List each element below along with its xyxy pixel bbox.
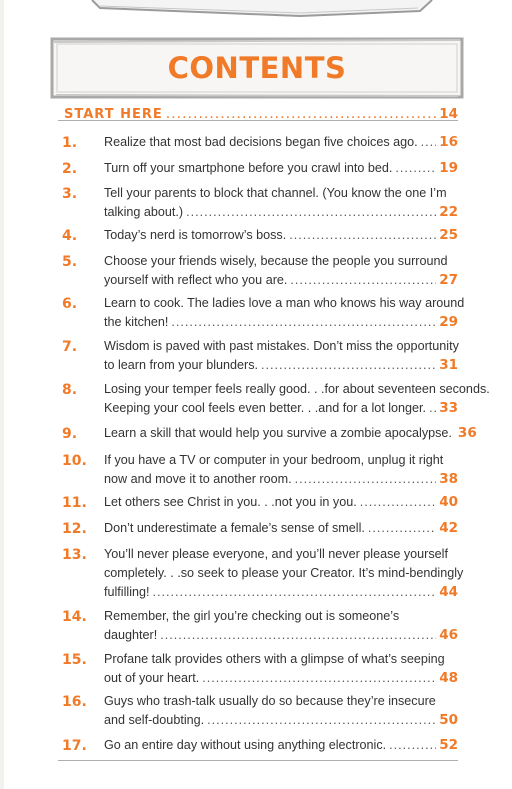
entry-line-text: Learn a skill that would help you survive a zombie apocalypse. — [104, 426, 452, 440]
entry-text — [104, 607, 458, 645]
entry-text — [104, 226, 458, 245]
entry-line-text: Losing your temper feels really good. . .for about seventeen seconds. — [104, 382, 490, 396]
entry-line — [104, 399, 458, 418]
leader-dots — [395, 159, 436, 178]
leader-dots — [160, 626, 436, 645]
entry-line-text: Choose your friends wisely, because the people you surround — [104, 254, 448, 268]
page-number: 22 — [439, 204, 458, 220]
entry-line — [104, 711, 458, 730]
leader-dots — [171, 313, 436, 332]
entry-number: 8. — [62, 382, 78, 398]
leader-dots — [368, 519, 436, 538]
entry-text — [104, 252, 458, 290]
page-number: 48 — [439, 670, 458, 686]
entry-line-text: Don’t underestimate a female’s sense of smell. — [104, 521, 365, 535]
page-number: 16 — [439, 134, 458, 150]
entry-line — [104, 519, 458, 538]
page-number: 52 — [439, 737, 458, 753]
entry-line — [104, 493, 458, 512]
entry-line — [104, 736, 458, 755]
entry-number: 7. — [62, 339, 78, 355]
entry-line-text: Realize that most bad decisions began five choices ago. — [104, 135, 418, 149]
page-number: 46 — [439, 627, 458, 643]
entry-text — [104, 451, 458, 489]
entry-number: 3. — [62, 186, 78, 202]
leader-dots — [360, 493, 436, 512]
entry-text — [104, 736, 458, 755]
leader-dots — [421, 133, 437, 152]
entry-line — [104, 470, 458, 489]
entry-line — [104, 356, 458, 375]
entry-line-text: Tell your parents to block that channel. (You know the one I’m — [104, 186, 447, 200]
entry-line-text: the kitchen! — [104, 315, 169, 329]
entry-line — [104, 313, 458, 332]
leader-dots — [290, 271, 436, 290]
entry-line-text: now and move it to another room. — [104, 472, 292, 486]
page-number: 19 — [439, 160, 458, 176]
entry-line — [104, 626, 458, 645]
entry-text — [104, 159, 458, 178]
entry-line-text: Today’s nerd is tomorrow’s boss. — [104, 228, 287, 242]
entry-line — [104, 451, 458, 470]
entry-line — [104, 692, 458, 711]
page-number: 50 — [439, 712, 458, 728]
entry-line-text: Profane talk provides others with a glimpse of what’s seeping — [104, 652, 445, 666]
entry-number: 6. — [62, 296, 78, 312]
entry-number: 2. — [62, 161, 78, 177]
entry-line — [104, 337, 458, 356]
entry-line-text: to learn from your blunders. — [104, 358, 258, 372]
entry-line-text: Let others see Christ in you. . .not you in you. — [104, 495, 357, 509]
page-number: 42 — [439, 520, 458, 536]
entry-line — [104, 184, 458, 203]
entry-number: 13. — [62, 547, 87, 563]
entry-line — [104, 583, 458, 602]
top-banner-decoration — [0, 0, 512, 18]
entry-line — [104, 252, 458, 271]
page-number: 38 — [439, 471, 458, 487]
entry-line-text: Turn off your smartphone before you crawl into bed. — [104, 161, 393, 175]
entry-line-text: Wisdom is paved with past mistakes. Don’t miss the opportunity — [104, 339, 459, 353]
entry-line — [104, 650, 458, 669]
entry-number: 1. — [62, 135, 78, 151]
entry-number: 5. — [62, 254, 78, 270]
entry-line — [104, 545, 458, 564]
entry-text — [104, 133, 458, 152]
entry-line — [104, 424, 477, 443]
entry-line — [104, 203, 458, 222]
page-number: 14 — [439, 106, 458, 122]
entry-line-text: Keeping your cool feels even better. . .and for a lot longer. — [104, 401, 427, 415]
entry-number: 15. — [62, 652, 87, 668]
leader-dots — [295, 470, 437, 489]
page-number: 40 — [439, 494, 458, 510]
page-number: 44 — [439, 584, 458, 600]
entry-number: 14. — [62, 609, 87, 625]
leader-dots — [207, 711, 436, 730]
entry-number: 4. — [62, 228, 78, 244]
start-here-entry[interactable] — [58, 105, 458, 124]
entry-line-text: Remember, the girl you’re checking out is someone’s — [104, 609, 400, 623]
entry-line-text: yourself with reflect who you are. — [104, 273, 288, 287]
entry-text — [104, 380, 490, 418]
leader-dots — [261, 356, 436, 375]
entry-line — [104, 380, 490, 399]
page-number: 27 — [439, 272, 458, 288]
entry-line-text: Learn to cook. The ladies love a man who knows his way around — [104, 296, 465, 310]
entry-line — [104, 159, 458, 178]
entry-number: 12. — [62, 521, 87, 537]
page-number: 25 — [439, 227, 458, 243]
divider-bottom — [58, 760, 458, 761]
entry-line — [104, 133, 458, 152]
leader-dots — [202, 669, 436, 688]
entry-text — [104, 337, 458, 375]
entry-line-text: If you have a TV or computer in your bedroom, unplug it right — [104, 453, 444, 467]
entry-line — [104, 294, 465, 313]
page-title: CONTENTS — [167, 51, 347, 85]
entry-line-text: Guys who trash-talk usually do so because they’re insecure — [104, 694, 436, 708]
entry-line-text: daughter! — [104, 628, 158, 642]
entry-number: 11. — [62, 495, 87, 511]
page-number: 29 — [439, 314, 458, 330]
leader-dots — [429, 399, 436, 418]
entry-text — [104, 650, 458, 688]
leader-dots — [186, 203, 436, 222]
entry-line-text: fulfilling! — [104, 585, 150, 599]
entry-line-text: Go an entire day without using anything electronic. — [104, 738, 387, 752]
leader-dots — [389, 736, 436, 755]
entry-line-text: and self-doubting. — [104, 713, 205, 727]
leader-dots — [153, 583, 437, 602]
leader-dots — [289, 226, 436, 245]
entry-line-text: completely. . .so seek to please your Creator. It’s mind-bendingly — [104, 566, 464, 580]
page-edge — [0, 0, 4, 789]
entry-text — [104, 692, 458, 730]
entry-text — [104, 493, 458, 512]
entry-text — [104, 424, 477, 443]
entry-line — [104, 271, 458, 290]
entry-text — [104, 545, 464, 602]
leader-dots — [166, 105, 436, 123]
entry-number: 9. — [62, 426, 78, 442]
entry-line-text: talking about.) — [104, 205, 184, 219]
page-number: 33 — [439, 400, 458, 416]
start-here-label: START HERE — [64, 107, 163, 122]
entry-number: 17. — [62, 738, 87, 754]
entry-number: 10. — [62, 453, 87, 469]
page-number: 36 — [457, 425, 477, 441]
entry-text — [104, 294, 465, 332]
entry-line — [104, 669, 458, 688]
entry-number: 16. — [62, 694, 87, 710]
entry-line — [104, 607, 458, 626]
entry-text — [104, 519, 458, 538]
entry-line-text: You’ll never please everyone, and you’ll never please yourself — [104, 547, 448, 561]
entry-line — [104, 226, 458, 245]
entry-text — [104, 184, 458, 222]
entry-line — [104, 564, 464, 583]
entry-line-text: out of your heart. — [104, 671, 200, 685]
page-number: 31 — [439, 357, 458, 373]
